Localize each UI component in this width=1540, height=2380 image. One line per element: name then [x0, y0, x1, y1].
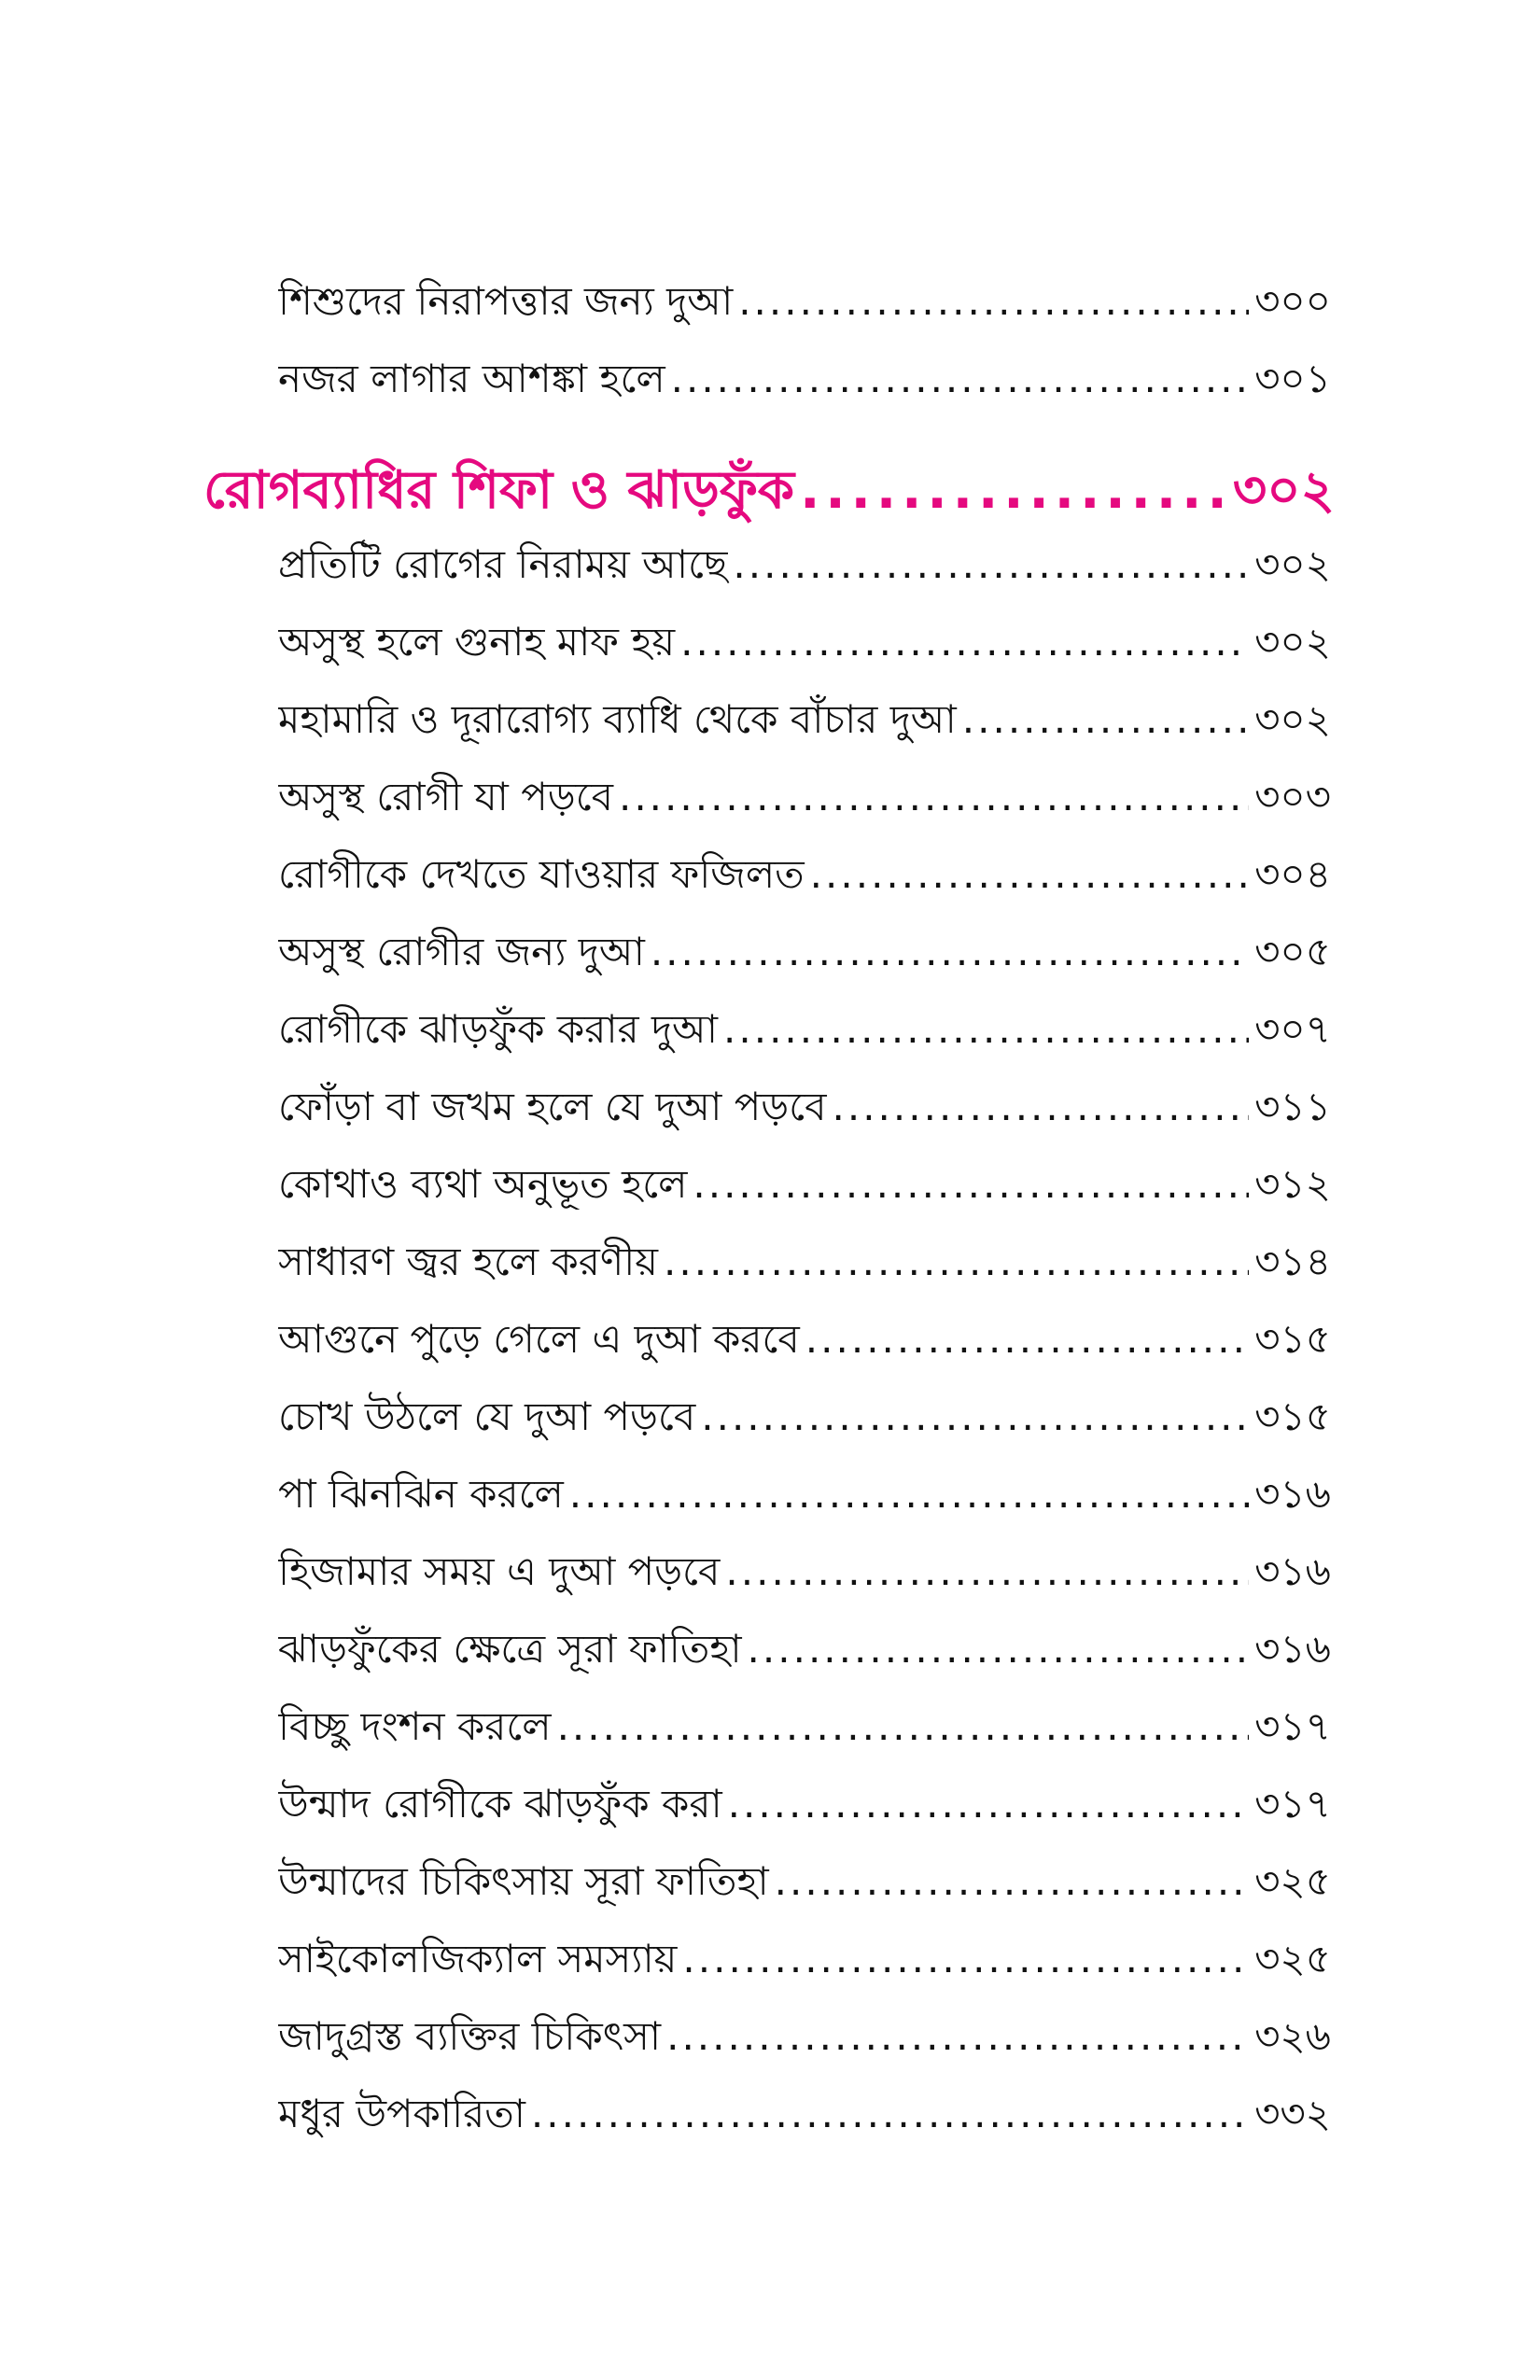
dot-leader — [682, 1936, 1249, 1981]
toc-entry-title: ঝাড়ফুঁকের ক্ষেত্রে সূরা ফাতিহা — [278, 1626, 742, 1672]
dot-leader — [733, 541, 1249, 587]
toc-section-heading — [203, 450, 1335, 525]
toc-entry — [278, 348, 1331, 404]
toc-entry-title: নজর লাগার আশঙ্কা হলে — [278, 356, 665, 401]
toc-entry-page: ৩৩২ — [1254, 2091, 1331, 2136]
toc-entry-page: ৩১৫ — [1254, 1393, 1331, 1439]
toc-entry-page: ৩১৬ — [1254, 1626, 1331, 1672]
toc-entry-page: ৩০২ — [1254, 541, 1331, 587]
toc-entry-title: রোগীকে দেখতে যাওয়ার ফজিলত — [278, 851, 805, 897]
dot-leader — [666, 2013, 1249, 2059]
toc-entry-page: ৩২৫ — [1254, 1858, 1331, 1904]
toc-entry-title: অসুস্থ হলে গুনাহ মাফ হয় — [278, 619, 676, 665]
toc-entry — [278, 1309, 1331, 1365]
toc-entry-title: আগুনে পুড়ে গেলে এ দুআ করবে — [278, 1316, 800, 1362]
dot-leader — [569, 1471, 1249, 1517]
toc-entry — [278, 1773, 1331, 1829]
toc-entry — [278, 766, 1331, 822]
dot-leader — [800, 460, 1227, 521]
toc-entry-title: উন্মাদ রোগীকে ঝাড়ফুঁক করা — [278, 1781, 722, 1827]
toc-entry-title: মধুর উপকারিতা — [278, 2091, 525, 2136]
toc-entry-page: ৩০৭ — [1254, 1006, 1331, 1052]
toc-entry — [278, 534, 1331, 590]
toc-entry-title: রোগীকে ঝাড়ফুঁক করার দুআ — [278, 1006, 719, 1052]
dot-leader — [619, 774, 1249, 819]
toc-entry-page: ৩১৭ — [1254, 1781, 1331, 1827]
toc-entry — [278, 1231, 1331, 1287]
toc-entry-page: ৩১১ — [1254, 1084, 1331, 1129]
toc-entry-page: ৩১৬ — [1254, 1471, 1331, 1517]
toc-entry — [278, 1386, 1331, 1442]
dot-leader — [833, 1084, 1250, 1129]
toc-entry — [278, 1696, 1331, 1752]
toc-entry — [278, 689, 1331, 745]
dot-leader — [701, 1393, 1249, 1439]
toc-entry-title: উন্মাদের চিকিৎসায় সূরা ফাতিহা — [278, 1858, 769, 1904]
toc-entry — [278, 1076, 1331, 1132]
toc-entry — [278, 921, 1331, 977]
toc-entry-page: ৩২৫ — [1254, 1936, 1331, 1981]
dot-leader — [748, 1626, 1250, 1672]
toc-entry-page: ৩২৬ — [1254, 2013, 1331, 2059]
dot-leader — [738, 278, 1249, 324]
toc-entry — [278, 2083, 1331, 2139]
dot-leader — [680, 619, 1249, 665]
toc-entry-title: অসুস্থ রোগী যা পড়বে — [278, 774, 613, 819]
section-title: রোগব্যাধির শিফা ও ঝাড়ফুঁক — [203, 460, 795, 521]
dot-leader — [557, 1703, 1250, 1749]
toc-entry-title: কোথাও ব্যথা অনুভূত হলে — [278, 1161, 688, 1207]
toc-entry — [278, 1928, 1331, 1984]
toc-entry-page: ৩০১ — [1254, 356, 1331, 401]
section-page: ৩০২ — [1232, 460, 1335, 521]
toc-entry — [278, 1154, 1331, 1210]
dot-leader — [728, 1781, 1250, 1827]
toc-entry — [278, 2006, 1331, 2062]
toc-entry-title: পা ঝিনঝিন করলে — [278, 1471, 564, 1517]
dot-leader — [664, 1239, 1249, 1284]
toc-entry — [278, 1618, 1331, 1674]
toc-entry-page: ৩১৬ — [1254, 1548, 1331, 1594]
toc-entry-page: ৩০০ — [1254, 278, 1331, 324]
toc-entry-page: ৩১৫ — [1254, 1316, 1331, 1362]
toc-entry — [278, 1851, 1331, 1907]
dot-leader — [775, 1858, 1249, 1904]
toc-entry — [278, 1463, 1331, 1519]
toc-entry-page: ৩১৪ — [1254, 1239, 1331, 1284]
toc-entry — [278, 844, 1331, 900]
toc-entry-page: ৩০৩ — [1254, 774, 1331, 819]
toc-entry — [278, 999, 1331, 1055]
toc-entry-title: হিজামার সময় এ দুআ পড়বে — [278, 1548, 721, 1594]
dot-leader — [693, 1161, 1249, 1207]
toc-entry-page: ৩১৭ — [1254, 1703, 1331, 1749]
toc-entry-page: ৩০৫ — [1254, 929, 1331, 974]
dot-leader — [723, 1006, 1249, 1052]
toc-entry-page: ৩০৪ — [1254, 851, 1331, 897]
dot-leader — [671, 356, 1250, 401]
toc-entry-page: ৩০২ — [1254, 696, 1331, 742]
toc-entry-title: ফোঁড়া বা জখম হলে যে দুআ পড়বে — [278, 1084, 827, 1129]
toc-entry — [278, 271, 1331, 327]
toc-entry-title: জাদুগ্রস্ত ব্যক্তির চিকিৎসা — [278, 2013, 662, 2059]
dot-leader — [725, 1548, 1249, 1594]
toc-entry-title: মহামারি ও দূরারোগ্য ব্যাধি থেকে বাঁচার দুআ — [278, 696, 957, 742]
toc-entry-title: প্রতিটি রোগের নিরাময় আছে — [278, 541, 728, 587]
toc-entry-title: সাইকোলজিক্যাল সমস্যায় — [278, 1936, 678, 1981]
toc-entry-title: শিশুদের নিরাপত্তার জন্য দুআ — [278, 278, 734, 324]
toc-entry-page: ৩০২ — [1254, 619, 1331, 665]
dot-leader — [810, 851, 1249, 897]
toc-entry-title: চোখ উঠলে যে দুআ পড়বে — [278, 1393, 696, 1439]
dot-leader — [531, 2091, 1249, 2136]
toc-entry — [278, 1541, 1331, 1597]
dot-leader — [651, 929, 1249, 974]
dot-leader — [962, 696, 1249, 742]
toc-entry — [278, 611, 1331, 667]
toc-entry-title: সাধারণ জ্বর হলে করণীয় — [278, 1239, 659, 1284]
toc-entry-page: ৩১২ — [1254, 1161, 1331, 1207]
dot-leader — [805, 1316, 1249, 1362]
toc-entry-title: বিচ্ছু দংশন করলে — [278, 1703, 552, 1749]
toc-entry-title: অসুস্থ রোগীর জন্য দুআ — [278, 929, 645, 974]
